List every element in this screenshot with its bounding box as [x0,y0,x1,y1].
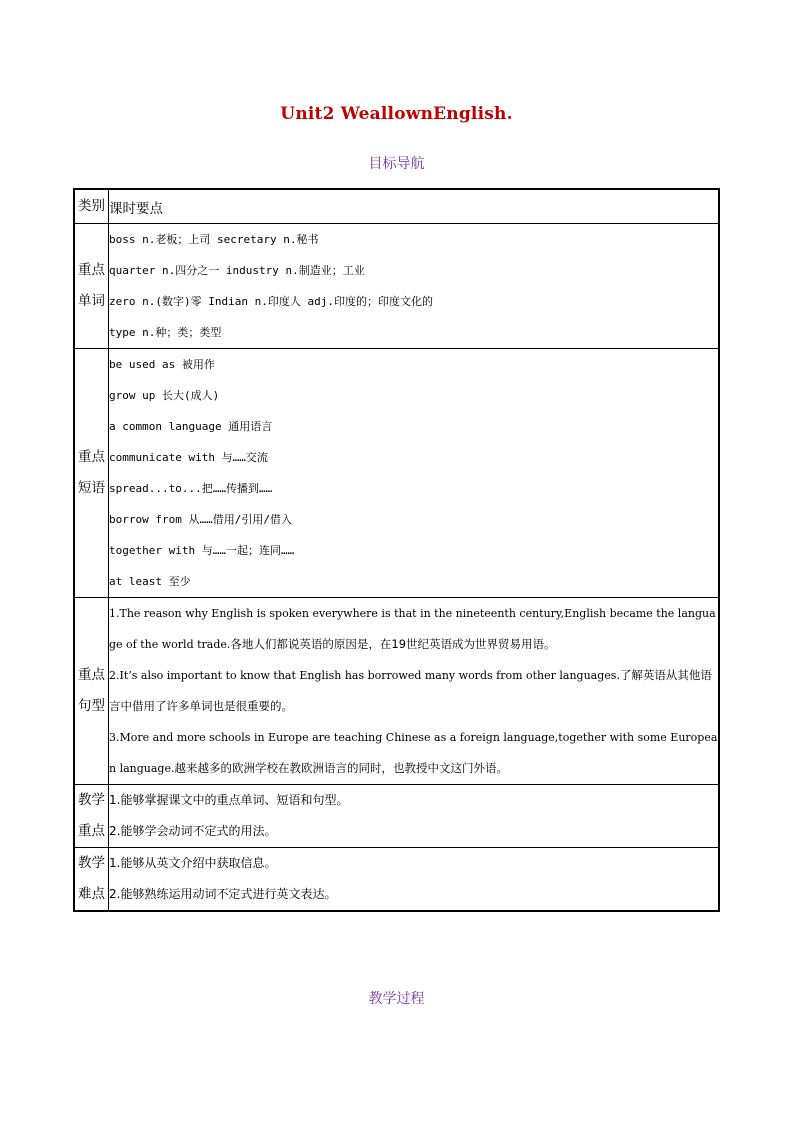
difficulty-line: 2.能够熟练运用动词不定式进行英文表达。 [109,887,337,901]
sentences-category-line: 重点 [78,667,105,683]
header-content-cell [109,189,720,224]
difficulty-category-line: 难点 [78,886,105,902]
sentence-english: 1.The reason why English is spoken everywhere is that in the nineteenth century,English became the language of the world trade. [109,607,716,651]
phrase-line: be used as 被用作 [109,358,215,371]
vocab-line: boss n.老板；上司 secretary n.秘书 [109,233,319,246]
vocab-content-cell [109,224,720,349]
vocab-line: quarter n.四分之一 industry n.制造业；工业 [109,264,365,277]
vocab-category-line: 重点 [78,262,105,278]
header-category-label: 类别 [78,198,105,214]
phrases-content-cell [109,349,720,598]
phrases-category-cell [74,349,109,598]
section-heading-goals: 目标导航 [368,156,425,172]
sentence-chinese: 各地人们都说英语的原因是，在19世纪英语成为世界贸易用语。 [230,637,556,651]
sentence-chinese: 了解英语从其他语言中借用了许多单词也是很重要的。 [109,668,712,713]
phrase-line: borrow from 从……借用/引用/借入 [109,513,292,526]
sentence-item [109,722,718,784]
difficulty-category-cell [74,848,109,912]
focus-line: 2.能够学会动词不定式的用法。 [109,824,277,838]
vocab-category-cell [74,224,109,349]
difficulty-category-line: 教学 [78,855,105,871]
sentence-english: 2.It’s also important to know that English has borrowed many words from other languages. [109,669,620,682]
header-category-cell [74,189,109,224]
phrases-category-line: 短语 [78,480,105,496]
focus-content-cell [109,785,720,848]
vocab-line: type n.种；类；类型 [109,326,222,339]
sentence-item [109,660,718,722]
section-heading-process: 教学过程 [368,991,425,1007]
sentence-chinese: 越来越多的欧洲学校在教欧洲语言的同时，也教授中文这门外语。 [174,761,508,775]
phrase-line: spread...to...把……传播到…… [109,482,273,495]
sentences-row [74,598,719,785]
difficulty-line: 1.能够从英文介绍中获取信息。 [109,856,277,870]
focus-row [74,785,719,848]
sentences-category-cell [74,598,109,785]
phrase-line: together with 与……一起；连同…… [109,544,295,557]
focus-line: 1.能够掌握课文中的重点单词、短语和句型。 [109,793,349,807]
document-title: Unit2 WeallownEnglish. [280,104,513,124]
vocab-category-line: 单词 [78,293,105,309]
vocab-row [74,224,719,349]
focus-category-cell [74,785,109,848]
sentences-content-cell [109,598,720,785]
vocab-line: zero n.(数字)零 Indian n.印度人 adj.印度的；印度文化的 [109,295,433,308]
sentence-item [109,598,718,660]
phrases-row [74,349,719,598]
sentences-category-line: 句型 [78,698,105,714]
phrases-category-line: 重点 [78,449,105,465]
difficulty-row [74,848,719,912]
table-header-row [74,189,719,224]
difficulty-content-cell [109,848,720,912]
phrase-line: at least 至少 [109,575,191,588]
phrase-line: a common language 通用语言 [109,420,273,433]
header-content-label: 课时要点 [109,200,163,217]
phrase-line: communicate with 与……交流 [109,451,268,464]
lesson-table [73,188,720,912]
focus-category-line: 重点 [78,823,105,839]
focus-category-line: 教学 [78,792,105,808]
phrase-line: grow up 长大(成人) [109,389,220,402]
sentence-english: 3.More and more schools in Europe are teaching Chinese as a foreign language,together with some European language. [109,731,718,775]
